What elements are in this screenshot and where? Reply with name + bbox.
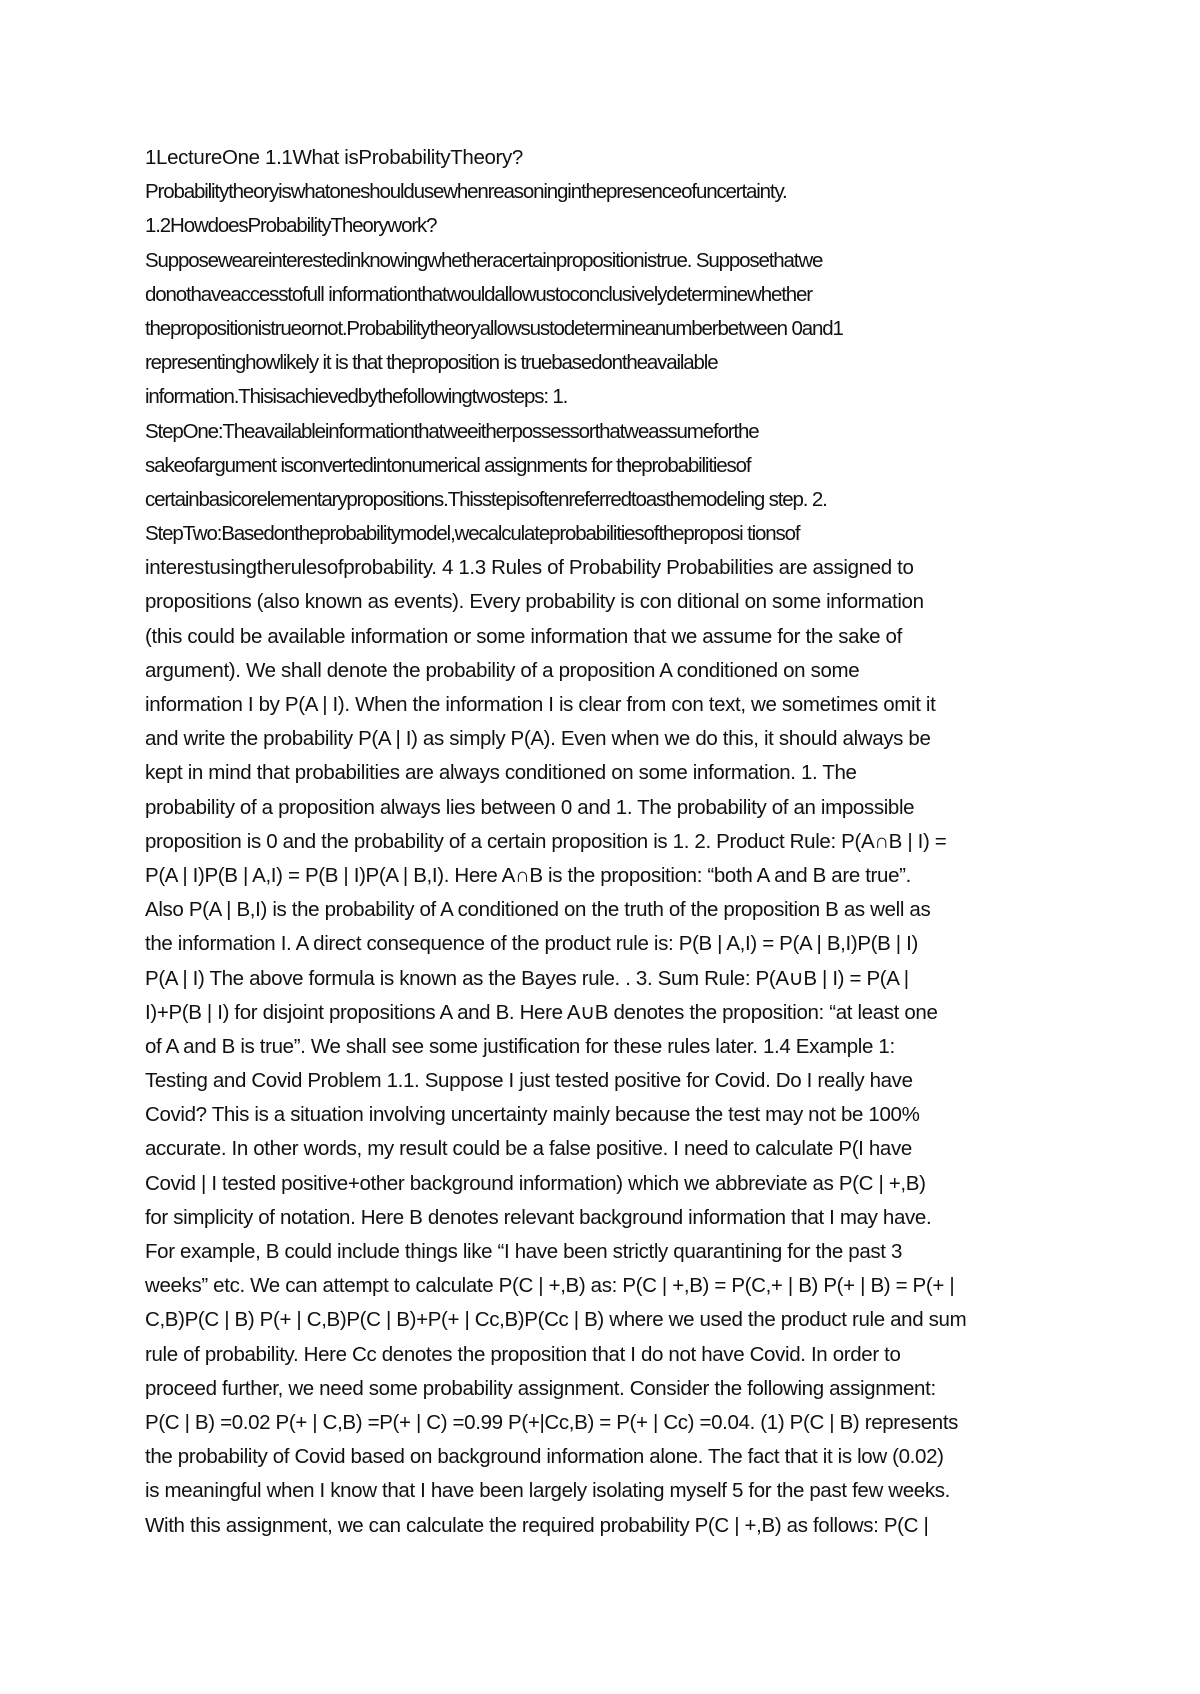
text-line: interestusingtherulesofprobability. 4 1.3 Rules of Probability Probabilities are assigned to xyxy=(145,556,914,580)
text-line: With this assignment, we can calculate the required probability P(C | +,B) as follows: P(C | xyxy=(145,1513,929,1537)
text-line: P(C | B) =0.02 P(+ | C,B) =P(+ | C) =0.99 P(+|Cc,B) = P(+ | Cc) =0.04. (1) P(C | B) represents xyxy=(145,1410,959,1434)
text-line: Testing and Covid Problem 1.1. Suppose I just tested positive for Covid. Do I really have xyxy=(145,1069,913,1093)
text-line: argument). We shall denote the probability of a proposition A conditioned on some xyxy=(145,658,860,682)
text-line: probability of a proposition always lies between 0 and 1. The probability of an impossible xyxy=(145,795,915,819)
text-line: StepOne:Theavailableinformationthatweeitherpossessorthatweassumeforthe xyxy=(145,419,759,443)
text-line: the probability of Covid based on background information alone. The fact that it is low (0.02) xyxy=(145,1445,944,1469)
text-line: weeks” etc. We can attempt to calculate P(C | +,B) as: P(C | +,B) = P(C,+ | B) P(+ | B) = P(+ | xyxy=(145,1274,955,1298)
text-line: and write the probability P(A | I) as simply P(A). Even when we do this, it should always be xyxy=(145,727,931,751)
text-line: proposition is 0 and the probability of a certain proposition is 1. 2. Product Rule: P(A∩B | I) = xyxy=(145,829,947,853)
text-line: kept in mind that probabilities are always conditioned on some information. 1. The xyxy=(145,761,857,785)
text-line: For example, B could include things like “I have been strictly quarantining for the past 3 xyxy=(145,1240,903,1263)
text-line: for simplicity of notation. Here B denotes relevant background information that I may have. xyxy=(145,1205,932,1229)
text-line: is meaningful when I know that I have been largely isolating myself 5 for the past few weeks. xyxy=(145,1479,950,1503)
text-line: P(A | I)P(B | A,I) = P(B | I)P(A | B,I). Here A∩B is the proposition: “both A and B are true”. xyxy=(145,863,911,887)
text-line: proceed further, we need some probability assignment. Consider the following assignment: xyxy=(145,1376,936,1400)
text-line: of A and B is true”. We shall see some justification for these rules later. 1.4 Example 1: xyxy=(145,1034,895,1058)
text-line: information.Thisisachievedbythefollowingtwosteps: 1. xyxy=(145,385,568,409)
text-line: the information I. A direct consequence of the product rule is: P(B | A,I) = P(A | B,I)P(B | I) xyxy=(145,932,918,956)
text-line: representinghowlikely it is that theproposition is truebasedontheavailable xyxy=(145,351,718,375)
document-body xyxy=(145,141,1085,1543)
text-line: 1LectureOne 1.1What isProbabilityTheory? xyxy=(145,146,523,169)
text-line: Supposeweareinterestedinknowingwhetheracertainpropositionistrue. Supposethatwe xyxy=(145,248,823,272)
text-line: I)+P(B | I) for disjoint propositions A and B. Here A∪B denotes the proposition: “at least one xyxy=(145,1000,938,1024)
text-line: C,B)P(C | B) P(+ | C,B)P(C | B)+P(+ | Cc,B)P(Cc | B) where we used the product rule and sum xyxy=(145,1308,967,1332)
text-line: StepTwo:Basedontheprobabilitymodel,wecalculateprobabilitiesoftheproposi tionsof xyxy=(145,522,800,546)
text-line: Probabilitytheoryiswhatoneshouldusewhenreasoninginthepresenceofuncertainty. xyxy=(145,180,787,204)
text-line: rule of probability. Here Cc denotes the proposition that I do not have Covid. In order to xyxy=(145,1342,901,1366)
text-line: certainbasicorelementarypropositions.Thisstepisoftenreferredtoasthemodeling step. 2. xyxy=(145,487,827,511)
text-line: P(A | I) The above formula is known as the Bayes rule. . 3. Sum Rule: P(A∪B | I) = P(A | xyxy=(145,966,909,990)
text-line: donothaveaccesstofull informationthatwouldallowustoconclusivelydeterminewhether xyxy=(145,282,812,306)
text-line: Covid? This is a situation involving uncertainty mainly because the test may not be 100% xyxy=(145,1103,920,1127)
text-line: (this could be available information or some information that we assume for the sake of xyxy=(145,624,902,648)
text-line: information I by P(A | I). When the information I is clear from con text, we sometimes omit it xyxy=(145,693,936,716)
text-line: 1.2HowdoesProbabilityTheorywork? xyxy=(145,214,437,238)
text-line: sakeofargument isconvertedintonumerical assignments for theprobabilitiesof xyxy=(145,453,751,477)
text-line: Covid | I tested positive+other background information) which we abbreviate as P(C | +,B) xyxy=(145,1171,926,1195)
text-line: propositions (also known as events). Every probability is con ditional on some information xyxy=(145,590,924,614)
text-line: accurate. In other words, my result could be a false positive. I need to calculate P(I have xyxy=(145,1137,912,1161)
text-line: Also P(A | B,I) is the probability of A conditioned on the truth of the proposition B as well as xyxy=(145,898,931,922)
text-line: thepropositionistrueornot.Probabilitytheoryallowsustodetermineanumberbetween 0and1 xyxy=(145,316,843,340)
